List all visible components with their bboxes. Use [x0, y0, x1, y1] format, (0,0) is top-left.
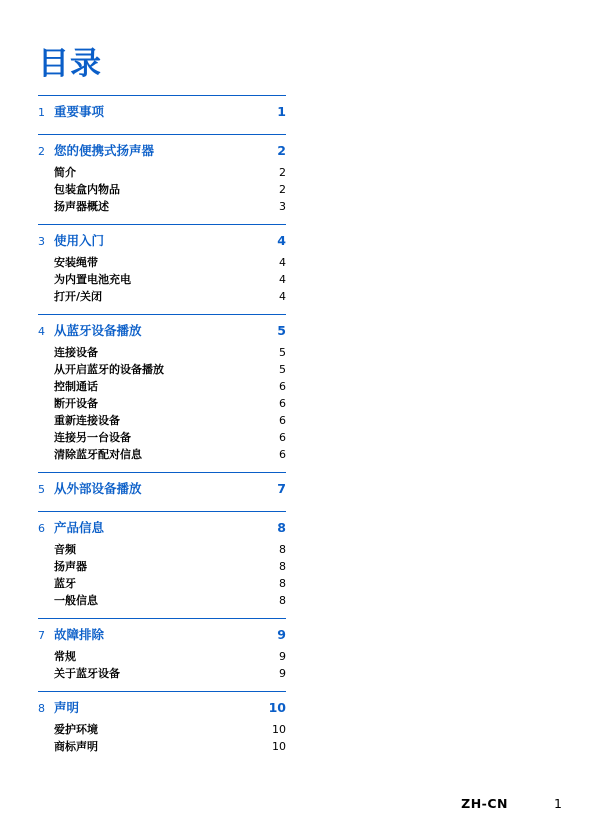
toc-subitem-page: 8	[279, 543, 286, 556]
toc-subitem[interactable]	[38, 395, 286, 412]
toc-subitem[interactable]	[38, 429, 286, 446]
toc-subitem-page: 4	[279, 256, 286, 269]
spacer	[38, 682, 286, 691]
toc-subitem-label: 断开设备	[54, 397, 98, 410]
toc-subitem-page: 10	[272, 740, 286, 753]
toc-chapter-page: 9	[277, 627, 286, 642]
toc-subitem-page: 4	[279, 290, 286, 303]
toc-chapter[interactable]	[38, 512, 286, 541]
toc-subitem[interactable]	[38, 412, 286, 429]
toc-group	[38, 691, 286, 755]
toc-subitem-page: 5	[279, 346, 286, 359]
toc-subitem-page: 3	[279, 200, 286, 213]
toc-subitem[interactable]	[38, 344, 286, 361]
toc-subitem-page: 9	[279, 667, 286, 680]
toc-subitem-page: 8	[279, 560, 286, 573]
spacer	[38, 463, 286, 472]
toc-subitem[interactable]	[38, 541, 286, 558]
toc-subitem-label: 连接另一台设备	[54, 431, 131, 444]
toc-chapter[interactable]	[38, 225, 286, 254]
footer-language: ZH-CN	[461, 796, 508, 811]
page-title: 目录	[38, 46, 102, 82]
toc-subitem-label: 常规	[54, 650, 76, 663]
toc-chapter-number: 6	[38, 522, 45, 535]
toc-subitem[interactable]	[38, 271, 286, 288]
toc-group	[38, 134, 286, 224]
toc-chapter-label: 声明	[54, 700, 80, 715]
table-of-contents	[38, 95, 286, 755]
toc-subitem-label: 扬声器概述	[54, 200, 109, 213]
toc-chapter-number: 5	[38, 483, 45, 496]
toc-subitem-page: 6	[279, 380, 286, 393]
toc-chapter-number: 4	[38, 325, 45, 338]
toc-subitem-label: 一般信息	[54, 594, 98, 607]
toc-chapter-page: 4	[277, 233, 286, 248]
spacer	[38, 502, 286, 511]
toc-subitem-label: 扬声器	[54, 560, 87, 573]
toc-subitem-label: 音频	[54, 543, 76, 556]
toc-subitem-page: 8	[279, 594, 286, 607]
toc-subitem[interactable]	[38, 575, 286, 592]
toc-group	[38, 618, 286, 691]
toc-chapter-number: 3	[38, 235, 45, 248]
toc-group	[38, 314, 286, 472]
toc-subitem-page: 2	[279, 166, 286, 179]
spacer	[38, 305, 286, 314]
toc-chapter-page: 8	[277, 520, 286, 535]
toc-subitem-label: 安装绳带	[54, 256, 98, 269]
toc-chapter[interactable]	[38, 692, 286, 721]
toc-subitem-label: 包装盒内物品	[54, 183, 120, 196]
toc-subitem[interactable]	[38, 665, 286, 682]
toc-subitem[interactable]	[38, 446, 286, 463]
toc-subitem-label: 打开/关闭	[54, 290, 103, 303]
toc-subitem-page: 6	[279, 397, 286, 410]
toc-subitem-page: 6	[279, 414, 286, 427]
toc-subitem-page: 6	[279, 431, 286, 444]
toc-chapter-label: 故障排除	[54, 627, 105, 642]
toc-subitem-label: 控制通话	[54, 380, 98, 393]
toc-subitem-label: 从开启蓝牙的设备播放	[54, 363, 164, 376]
toc-subitem[interactable]	[38, 738, 286, 755]
toc-chapter-label: 您的便携式扬声器	[54, 143, 155, 158]
toc-chapter-page: 5	[277, 323, 286, 338]
toc-subitem[interactable]	[38, 558, 286, 575]
toc-chapter-label: 从外部设备播放	[54, 481, 142, 496]
footer-page-number: 1	[554, 796, 562, 811]
toc-subitem-label: 关于蓝牙设备	[54, 667, 120, 680]
spacer	[38, 215, 286, 224]
toc-chapter-label: 从蓝牙设备播放	[54, 323, 142, 338]
toc-chapter-label: 重要事项	[54, 104, 105, 119]
toc-chapter-number: 8	[38, 702, 45, 715]
toc-subitem[interactable]	[38, 648, 286, 665]
toc-subitem-page: 8	[279, 577, 286, 590]
toc-subitem-label: 爱护环境	[54, 723, 98, 736]
toc-chapter[interactable]	[38, 473, 286, 502]
toc-subitem-label: 为内置电池充电	[54, 273, 131, 286]
toc-subitem-page: 2	[279, 183, 286, 196]
toc-group	[38, 224, 286, 314]
toc-subitem-label: 蓝牙	[54, 577, 76, 590]
toc-subitem-label: 商标声明	[54, 740, 98, 753]
toc-subitem[interactable]	[38, 288, 286, 305]
toc-chapter-number: 1	[38, 106, 45, 119]
toc-chapter[interactable]	[38, 315, 286, 344]
toc-subitem-label: 简介	[54, 166, 76, 179]
toc-chapter-label: 使用入门	[54, 233, 105, 248]
spacer	[38, 609, 286, 618]
toc-chapter-label: 产品信息	[54, 520, 105, 535]
toc-subitem-page: 10	[272, 723, 286, 736]
toc-subitem-label: 重新连接设备	[54, 414, 120, 427]
toc-chapter-page: 1	[277, 104, 286, 119]
toc-subitem[interactable]	[38, 164, 286, 181]
toc-group	[38, 511, 286, 618]
toc-chapter-page: 7	[277, 481, 286, 496]
toc-subitem-page: 5	[279, 363, 286, 376]
toc-subitem[interactable]	[38, 721, 286, 738]
toc-chapter[interactable]	[38, 135, 286, 164]
toc-group	[38, 472, 286, 511]
toc-subitem[interactable]	[38, 361, 286, 378]
toc-chapter[interactable]	[38, 619, 286, 648]
toc-subitem[interactable]	[38, 181, 286, 198]
toc-subitem[interactable]	[38, 254, 286, 271]
toc-subitem-label: 连接设备	[54, 346, 98, 359]
toc-group	[38, 95, 286, 134]
toc-subitem-label: 清除蓝牙配对信息	[54, 448, 142, 461]
toc-subitem[interactable]	[38, 592, 286, 609]
toc-chapter-number: 7	[38, 629, 45, 642]
toc-chapter-page: 10	[268, 700, 286, 715]
toc-chapter-page: 2	[277, 143, 286, 158]
toc-subitem[interactable]	[38, 378, 286, 395]
toc-subitem-page: 6	[279, 448, 286, 461]
toc-chapter[interactable]	[38, 96, 286, 125]
toc-subitem-page: 9	[279, 650, 286, 663]
toc-subitem[interactable]	[38, 198, 286, 215]
toc-chapter-number: 2	[38, 145, 45, 158]
toc-subitem-page: 4	[279, 273, 286, 286]
page-footer	[38, 796, 562, 811]
spacer	[38, 125, 286, 134]
